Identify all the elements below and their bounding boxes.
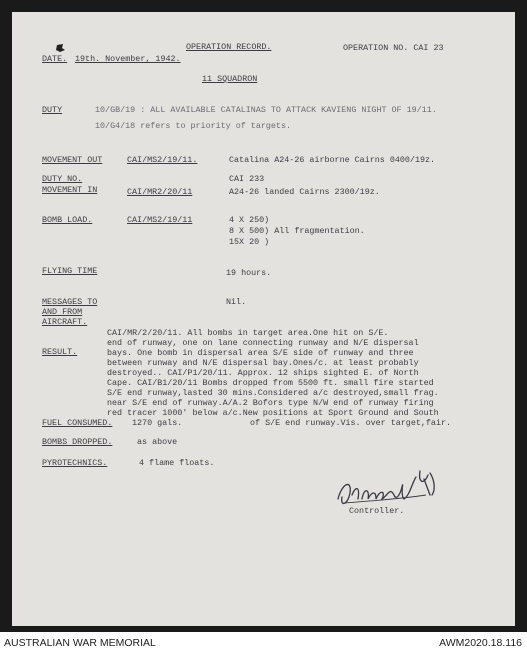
movement-in-ref: CAI/MR2/20/11 — [127, 187, 193, 197]
record-title: OPERATION RECORD. — [186, 42, 272, 52]
result-line: bays. One bomb in dispersal area S/E side of runway and three — [107, 348, 414, 358]
duty-no-value: CAI 233 — [229, 174, 265, 184]
movement-out-label: MOVEMENT OUT — [42, 155, 103, 165]
result-line: near S/E end of runway.A/A.2 Bofors type N/W end of runway firing — [107, 398, 434, 408]
result-line: between runway and N/E dispersal bay.Ones/c. at least probably — [107, 358, 419, 368]
archive-footer — [0, 632, 527, 653]
bomb-load-ref: CAI/MS2/19/11 — [127, 215, 193, 225]
result-line: end of runway, one on lane connecting runway and N/E dispersal — [107, 338, 419, 348]
duty-label: DUTY — [42, 105, 63, 115]
document-page — [12, 12, 515, 626]
messages-label-2: AND FROM — [42, 307, 83, 317]
flying-time-value: 19 hours. — [226, 268, 272, 278]
footer-institution: AUSTRALIAN WAR MEMORIAL — [4, 637, 156, 649]
movement-in-text: A24-26 landed Cairns 2300/19z. — [229, 187, 380, 197]
bomb-load-line-3: 15X 20 ) — [229, 237, 270, 247]
movement-out-text: Catalina A24-26 airborne Cairns 0400/19z. — [229, 155, 436, 165]
operation-number: OPERATION NO. CAI 23 — [343, 43, 444, 53]
duty-no-label: DUTY NO. — [42, 174, 83, 184]
duty-line-1: 10/GB/19 : ALL AVAILABLE CATALINAS TO ATTACK KAVIENG NIGHT OF 19/11. — [95, 105, 437, 115]
fuel-label: FUEL CONSUMED. — [42, 418, 113, 428]
duty-line-2: 10/G4/18 refers to priority of targets. — [95, 121, 292, 131]
result-line: Cape. CAI/B1/20/11 Bombs dropped from 5500 ft. small fire started — [107, 378, 434, 388]
movement-in-label: MOVEMENT IN — [42, 185, 98, 195]
date-value: 19th. November, 1942. — [75, 54, 181, 64]
fuel-value: 1270 gals. — [132, 418, 183, 428]
pyrotechnics-value: 4 flame floats. — [139, 458, 215, 468]
flying-time-label: FLYING TIME — [42, 266, 98, 276]
bomb-load-line-1: 4 X 250) — [229, 215, 270, 225]
controller-caption: Controller. — [349, 506, 405, 516]
messages-label-3: AIRCRAFT. — [42, 317, 88, 327]
result-line: red tracer 1000' below a/c.New positions at Sport Ground and South — [107, 408, 439, 418]
result-line: S/E end runway,lasted 30 mins.Considered a/c destroyed,small frag. — [107, 388, 439, 398]
result-line: CAI/MR/2/20/11. All bombs in target area.One hit on S/E. — [107, 328, 389, 338]
bomb-load-label: BOMB LOAD. — [42, 215, 93, 225]
bomb-load-line-2: 8 X 500) All fragmentation. — [229, 226, 365, 236]
bombs-dropped-value: as above — [137, 437, 178, 447]
movement-out-ref: CAI/MS2/19/11. — [127, 155, 198, 165]
result-line: destroyed.. CAI/P1/20/11. Approx. 12 ships sighted E. of North — [107, 368, 419, 378]
bombs-dropped-label: BOMBS DROPPED. — [42, 437, 113, 447]
footer-accession-number: AWM2020.18.116 — [439, 637, 522, 649]
result-line: of S/E end runway.Vis. over target,fair. — [250, 418, 452, 428]
result-label: RESULT. — [42, 347, 78, 357]
date-label: DATE. — [42, 54, 68, 64]
squadron-heading: 11 SQUADRON — [202, 74, 258, 84]
messages-value: Nil. — [226, 297, 247, 307]
messages-label-1: MESSAGES TO — [42, 297, 98, 307]
pyrotechnics-label: PYROTECHNICS. — [42, 458, 108, 468]
